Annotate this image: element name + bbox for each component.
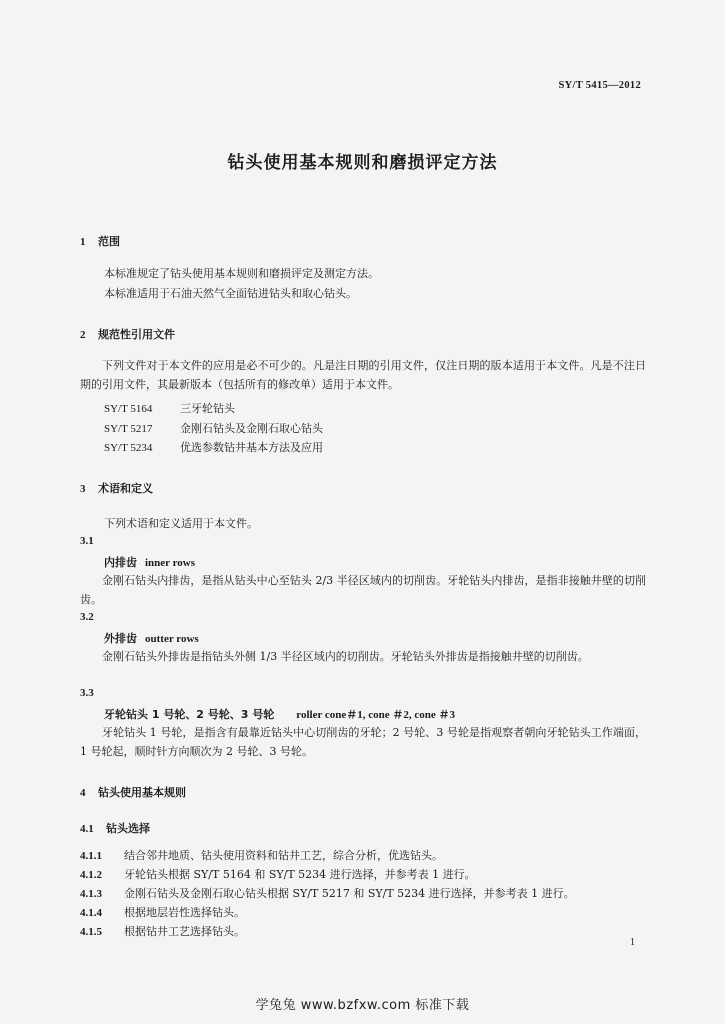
- clause-row: 4.1.5 根据钻井工艺选择钻头。: [80, 925, 245, 938]
- section-1-heading: 1 范围: [80, 235, 120, 248]
- reference-row: SY/T 5217 金刚石钻头及金刚石取心钻头: [104, 422, 323, 435]
- page-number: 1: [630, 937, 635, 948]
- standard-number: SY/T 5415—2012: [558, 80, 641, 91]
- footer-watermark-text[interactable]: 学兔兔 www.bzfxw.com 标准下载: [255, 998, 470, 1013]
- term-definition: 金刚石钻头外排齿是指钻头外侧 1/3 半径区域内的切削齿。牙轮钻头外排齿是指接触井壁的切削齿。: [102, 650, 589, 663]
- section-2-heading: 2 规范性引用文件: [80, 328, 175, 341]
- page-title: 钻头使用基本规则和磨损评定方法: [227, 153, 498, 173]
- section-4-heading: 4 钻头使用基本规则: [80, 786, 186, 799]
- subsection-4-1-heading: 4.1 钻头选择: [80, 822, 150, 835]
- section-3-heading: 3 术语和定义: [80, 482, 153, 495]
- term-heading: 内排齿 inner rows: [104, 556, 196, 569]
- reference-row: SY/T 5164 三牙轮钻头: [104, 402, 235, 415]
- reference-row: SY/T 5234 优选参数钻井基本方法及应用: [104, 441, 323, 454]
- section-3-intro: 下列术语和定义适用于本文件。: [104, 517, 258, 530]
- term-definition: 牙轮钻头 1 号轮，是指含有最靠近钻头中心切削齿的牙轮；2 号轮、3 号轮是指观察者朝向牙轮钻头工作端面，1 号轮起，顺时针方向顺次为 2 号轮、3 号轮。: [80, 726, 646, 758]
- term-number: 3.2: [80, 611, 94, 623]
- clause-row: 4.1.4 根据地层岩性选择钻头。: [80, 906, 245, 919]
- term-number: 3.3: [80, 687, 94, 699]
- term-heading: 外排齿 outter rows: [104, 632, 199, 645]
- term-heading: 牙轮钻头 1 号轮、2 号轮、3 号轮 roller cone＃1, cone ＃2, cone ＃3: [104, 708, 456, 721]
- section-1-paragraph-2: 本标准适用于石油天然气全面钻进钻头和取心钻头。: [104, 287, 357, 300]
- term-number: 3.1: [80, 535, 94, 547]
- clause-row: 4.1.2 牙轮钻头根据 SY/T 5164 和 SY/T 5234 进行选择，并参考表 1 进行。: [80, 868, 476, 881]
- section-1-paragraph-1: 本标准规定了钻头使用基本规则和磨损评定及测定方法。: [104, 267, 379, 280]
- section-2-intro: 下列文件对于本文件的应用是必不可少的。凡是注日期的引用文件，仅注日期的版本适用于本文件。凡是不注日期的引用文件，其最新版本（包括所有的修改单）适用于本文件。: [80, 359, 646, 391]
- clause-row: 4.1.1 结合邻井地质、钻头使用资料和钻井工艺，综合分析，优选钻头。: [80, 849, 443, 862]
- clause-row: 4.1.3 金刚石钻头及金刚石取心钻头根据 SY/T 5217 和 SY/T 5234 进行选择，并参考表 1 进行。: [80, 887, 575, 900]
- term-definition: 金刚石钻头内排齿，是指从钻头中心至钻头 2/3 半径区域内的切削齿。牙轮钻头内排齿，是指非接触井壁的切削齿。: [80, 574, 646, 606]
